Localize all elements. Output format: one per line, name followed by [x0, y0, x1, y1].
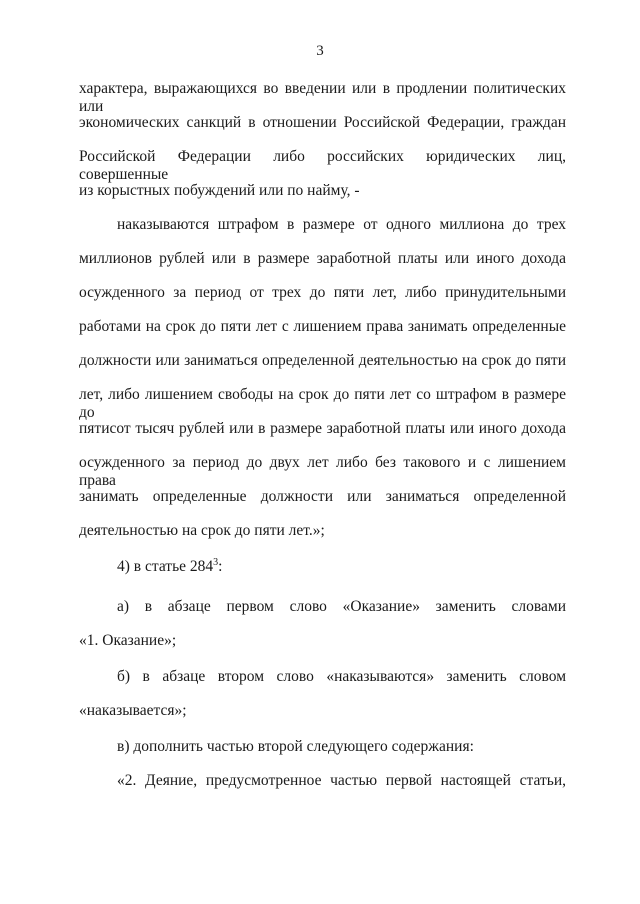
article-superscript: 3: [213, 556, 219, 568]
text-line: осужденного за период до двух лет либо без такового и с лишением права: [79, 454, 566, 489]
text-line: наказываются штрафом в размере от одного миллиона до трех: [117, 216, 566, 233]
text-line: а) в абзаце первом слово «Оказание» заменить словами: [117, 598, 566, 615]
text-line: лет, либо лишением свободы на срок до пяти лет со штрафом в размере до: [79, 386, 566, 421]
text-line: «1. Оказание»;: [79, 632, 177, 649]
text-line: работами на срок до пяти лет с лишением права занимать определенные: [79, 318, 566, 335]
text-line: занимать определенные должности или заниматься определенной: [79, 488, 566, 505]
article-heading-text: 4) в статье 284: [117, 558, 214, 575]
text-line: пятисот тысяч рублей или в размере заработной платы или иного дохода: [79, 420, 566, 437]
text-line: миллионов рублей или в размере заработной платы или иного дохода: [79, 250, 566, 267]
text-line: «наказывается»;: [79, 702, 187, 719]
text-line: из корыстных побуждений или по найму, -: [79, 182, 360, 199]
text-line: «2. Деяние, предусмотренное частью первой настоящей статьи,: [117, 772, 566, 789]
text-line: осужденного за период от трех до пяти лет, либо принудительными: [79, 284, 566, 301]
page-number: 3: [316, 43, 324, 59]
article-suffix: :: [218, 558, 223, 575]
text-line: характера, выражающихся во введении или в продлении политических или: [79, 80, 566, 115]
article-heading-line: [117, 558, 566, 576]
text-line: деятельностью на срок до пяти лет.»;: [79, 522, 325, 539]
text-line: должности или заниматься определенной деятельностью на срок до пяти: [79, 352, 566, 369]
text-line: экономических санкций в отношении Российской Федерации, граждан: [79, 114, 566, 131]
text-line: в) дополнить частью второй следующего содержания:: [117, 738, 474, 755]
text-line: Российской Федерации либо российских юридических лиц, совершенные: [79, 148, 566, 183]
text-line: б) в абзаце втором слово «наказываются» заменить словом: [117, 668, 566, 685]
